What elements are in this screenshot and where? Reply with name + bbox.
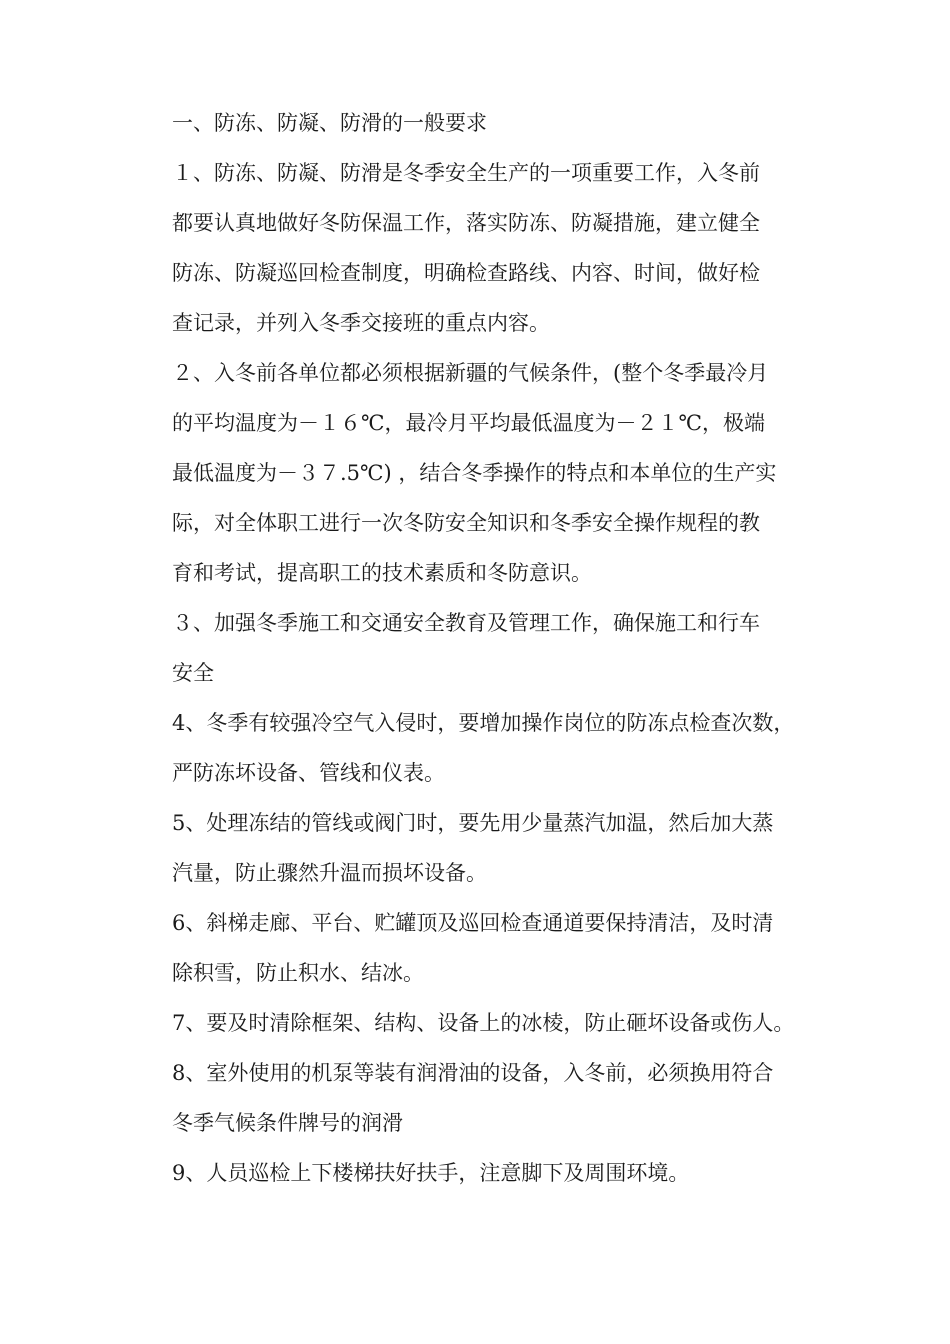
paragraph-line: 查记录，并列入冬季交接班的重点内容。 — [172, 311, 550, 335]
paragraph-1 — [172, 148, 822, 348]
paragraph-9 — [172, 1148, 822, 1198]
paragraph-4 — [172, 698, 822, 798]
paragraph-line: 7、要及时清除框架、结构、设备上的冰棱，防止砸坏设备或伤人。 — [172, 1011, 795, 1035]
paragraph-line: 6、斜梯走廊、平台、贮罐顶及巡回检查通道要保持清洁，及时清 — [172, 911, 774, 935]
document-body — [172, 98, 822, 1198]
paragraph-3 — [172, 598, 822, 698]
paragraph-line: 8、室外使用的机泵等装有润滑油的设备，入冬前，必须换用符合 — [172, 1061, 774, 1085]
paragraph-7 — [172, 998, 822, 1048]
section-heading: 一、防冻、防凝、防滑的一般要求 — [172, 111, 487, 135]
paragraph-line: 的平均温度为－１６℃，最冷月平均最低温度为－２１℃，极端 — [172, 411, 765, 435]
paragraph-line: 冬季气候条件牌号的润滑 — [172, 1111, 403, 1135]
paragraph-line: 际，对全体职工进行一次冬防安全知识和冬季安全操作规程的教 — [172, 511, 760, 535]
paragraph-line: １、防冻、防凝、防滑是冬季安全生产的一项重要工作，入冬前 — [172, 161, 760, 185]
paragraph-5 — [172, 798, 822, 898]
paragraph-list — [172, 148, 822, 1198]
paragraph-line: 最低温度为－３７.5℃) ，结合冬季操作的特点和本单位的生产实 — [172, 461, 777, 485]
paragraph-2 — [172, 348, 822, 598]
paragraph-line: 9、人员巡检上下楼梯扶好扶手，注意脚下及周围环境。 — [172, 1161, 690, 1185]
paragraph-8 — [172, 1048, 822, 1148]
paragraph-line: 除积雪，防止积水、结冰。 — [172, 961, 424, 985]
paragraph-line: ３、加强冬季施工和交通安全教育及管理工作，确保施工和行车 — [172, 611, 760, 635]
paragraph-line: 都要认真地做好冬防保温工作，落实防冻、防凝措施，建立健全 — [172, 211, 760, 235]
paragraph-line: 4、冬季有较强冷空气入侵时，要增加操作岗位的防冻点检查次数， — [172, 711, 795, 735]
paragraph-line: 严防冻坏设备、管线和仪表。 — [172, 761, 445, 785]
paragraph-line: 安全 — [172, 661, 214, 685]
paragraph-line: ２、入冬前各单位都必须根据新疆的气候条件，(整个冬季最冷月 — [172, 361, 769, 385]
paragraph-line: 防冻、防凝巡回检查制度，明确检查路线、内容、时间，做好检 — [172, 261, 760, 285]
paragraph-6 — [172, 898, 822, 998]
paragraph-line: 5、处理冻结的管线或阀门时，要先用少量蒸汽加温，然后加大蒸 — [172, 811, 774, 835]
paragraph-line: 汽量，防止骤然升温而损坏设备。 — [172, 861, 487, 885]
paragraph-line: 育和考试，提高职工的技术素质和冬防意识。 — [172, 561, 592, 585]
